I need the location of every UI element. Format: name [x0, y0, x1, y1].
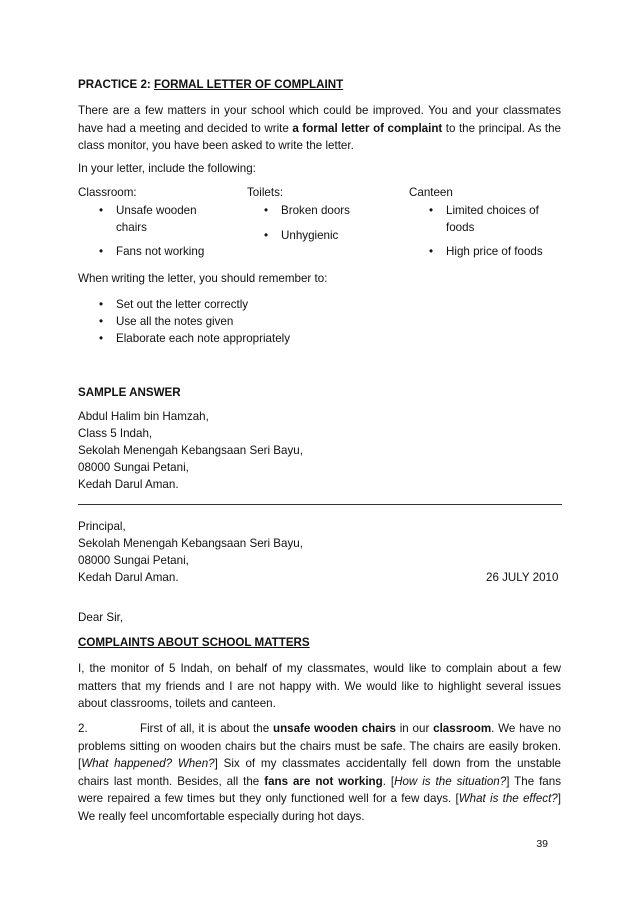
para2-text-2: in our: [395, 722, 434, 735]
para2-bold-1: unsafe wooden chairs: [272, 722, 396, 735]
include-text: In your letter, include the following:: [78, 162, 256, 175]
letter-subject: COMPLAINTS ABOUT SCHOOL MATTERS: [78, 636, 310, 649]
salutation: Dear Sir,: [78, 611, 124, 624]
para2-italic-2: How is the situation?: [394, 774, 507, 788]
letter-date: 26 JULY 2010: [486, 571, 559, 584]
canteen-item-1-cont: foods: [446, 221, 475, 234]
canteen-title: Canteen: [409, 186, 453, 199]
para2-text-3: . We have no problems sitting on wooden chairs but the chairs must be safe. The chairs are easily broken. [: [78, 722, 561, 770]
para2-bold-2: classroom: [433, 722, 492, 735]
recipient-line-4: Kedah Darul Aman.: [78, 571, 179, 584]
para2-text-7: ] We really feel uncomfortable especially during hot days.: [78, 792, 561, 823]
classroom-item-1-cont: chairs: [116, 221, 147, 234]
practice-intro: [78, 102, 561, 155]
para2-italic-3: What is the effect?: [458, 792, 558, 805]
remember-item-3: • Elaborate each note appropriately: [116, 332, 290, 345]
divider-line: [78, 504, 562, 505]
canteen-item-2: • High price of foods: [446, 245, 543, 258]
sender-line-3: Sekolah Menengah Kebangsaan Seri Bayu,: [78, 444, 303, 457]
sender-line-2: Class 5 Indah,: [78, 427, 153, 440]
classroom-title: Classroom:: [78, 186, 137, 199]
intro-text-b: to the principal. As the class monitor, you have been asked to write the letter.: [78, 121, 561, 152]
toilets-item-2: • Unhygienic: [281, 229, 338, 242]
sender-line-1: Abdul Halim bin Hamzah,: [78, 410, 209, 423]
intro-text-a: There are a few matters in your school which could be improved. You and your classmates have had a meeting and decided to write: [78, 104, 561, 135]
para2-italic-1: What happened? When?: [81, 757, 215, 770]
sample-heading: SAMPLE ANSWER: [78, 386, 181, 399]
paragraph-1: I, the monitor of 5 Indah, on behalf of my classmates, would like to complain about a few matters that my friends and I are not happy with. We would like to highlight several issues about classrooms, toilets and canteen.: [78, 662, 561, 710]
para2-text-4: ] Six of my classmates accidentally fell down from the unstable chairs last month. Besides, all the: [78, 757, 561, 788]
toilets-title: Toilets:: [247, 186, 284, 199]
practice-heading: [78, 78, 343, 91]
toilets-item-1: • Broken doors: [281, 204, 350, 217]
para2-text-1: First of all, it is about the: [140, 722, 273, 735]
recipient-line-2: Sekolah Menengah Kebangsaan Seri Bayu,: [78, 537, 303, 550]
recipient-line-3: 08000 Sungai Petani,: [78, 554, 189, 567]
paragraph-2: [78, 720, 561, 825]
classroom-item-1: • Unsafe wooden: [116, 204, 197, 217]
para2-text-6: ] The fans were repaired a few times but they only functioned well for a few days. [: [78, 774, 561, 805]
para2-bold-3: fans are not working: [264, 774, 383, 788]
remember-item-1: • Set out the letter correctly: [116, 298, 248, 311]
remember-text: When writing the letter, you should remember to:: [78, 272, 328, 285]
para2-text-5: . [: [382, 774, 395, 788]
canteen-item-1: • Limited choices of: [446, 204, 539, 217]
page-number: 39: [536, 838, 548, 850]
recipient-line-1: Principal,: [78, 520, 126, 533]
para2-number: 2.: [78, 722, 88, 735]
classroom-item-2: • Fans not working: [116, 245, 204, 258]
intro-bold: a formal letter of complaint: [292, 121, 443, 135]
sender-line-5: Kedah Darul Aman.: [78, 478, 179, 491]
practice-heading-title: FORMAL LETTER OF COMPLAINT: [154, 78, 344, 91]
remember-item-2: • Use all the notes given: [116, 315, 233, 328]
sender-line-4: 08000 Sungai Petani,: [78, 461, 189, 474]
practice-heading-prefix: PRACTICE 2:: [78, 78, 151, 91]
